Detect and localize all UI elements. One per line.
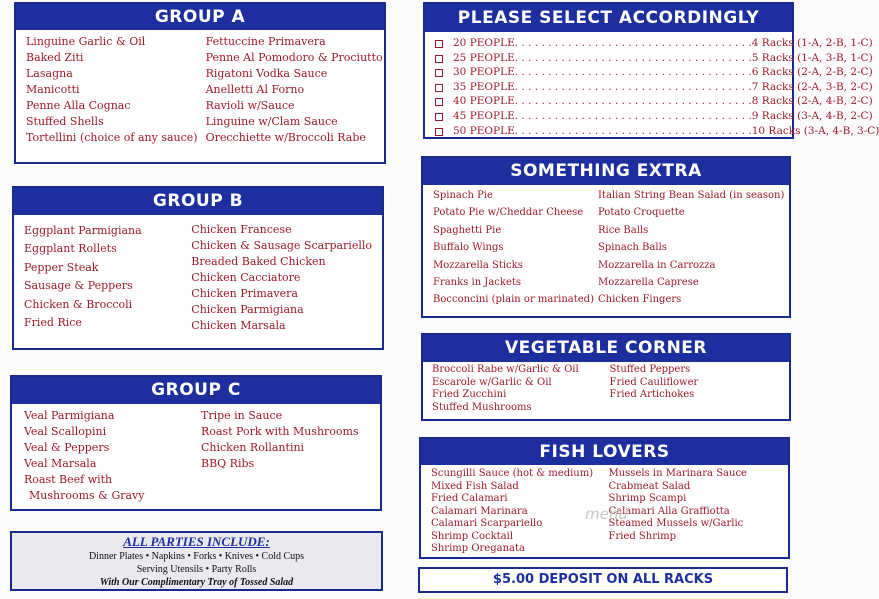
menu-item: Escarole w/Garlic & Oil (432, 376, 552, 388)
all-parties-line-3: With Our Complimentary Tray of Tossed Salad (99, 577, 294, 588)
group-b-right-list (183, 222, 372, 334)
menu-item: Chicken Marsala (191, 319, 286, 332)
menu-item: Rice Balls (597, 224, 649, 236)
menu-item: Ravioli w/Sauce (205, 99, 295, 112)
group-b-panel (12, 186, 384, 350)
menu-item: Fried Shrimp (608, 530, 677, 542)
menu-item: Potato Pie w/Cheddar Cheese (433, 207, 584, 219)
rack-option-row[interactable] (433, 80, 873, 95)
menu-item: Baked Ziti (26, 51, 84, 64)
menu-item: Mozzarella Caprese (597, 277, 699, 289)
menu-item: Pepper Steak (24, 260, 99, 274)
select-title: PLEASE SELECT ACCORDINGLY (425, 4, 792, 32)
all-parties-panel (10, 531, 383, 591)
menu-item: Chicken Rollantini (201, 441, 305, 454)
checkbox[interactable] (435, 128, 443, 136)
group-c-panel (10, 375, 382, 511)
menu-item: Spinach Pie (433, 190, 493, 201)
rack-count: 6 Racks (2-A, 2-B, 2-C) (751, 66, 873, 79)
menu-item: Roast Pork with Mushrooms (201, 425, 359, 438)
menu-item: Shrimp Cocktail (431, 530, 514, 542)
menu-item: Mozzarella Sticks (433, 259, 523, 271)
menu-item: Fettuccine Primavera (205, 35, 326, 48)
rack-count: 7 Racks (2-A, 3-B, 2-C) (751, 80, 873, 93)
group-b-left-list (24, 222, 183, 334)
menu-item: Chicken Fingers (597, 294, 682, 306)
menu-item: Calamari Scarpariello (431, 518, 543, 529)
menu-item: Sausage & Peppers (24, 279, 133, 293)
menu-item: Eggplant Parmigiana (24, 224, 142, 237)
group-a-title: GROUP A (16, 4, 384, 30)
menu-item: Eggplant Rollets (24, 242, 117, 256)
menu-item: Penne Alla Cognac (26, 99, 131, 112)
group-b-title: GROUP B (14, 188, 382, 215)
extra-panel (421, 156, 791, 318)
deposit-banner: $5.00 DEPOSIT ON ALL RACKS (418, 567, 788, 593)
menu-item: Anelletti Al Forno (205, 83, 305, 96)
fish-right-list (605, 468, 783, 556)
people-count: 35 PEOPLE (453, 80, 515, 93)
menu-item: Mussels in Marinara Sauce (608, 468, 747, 479)
fish-title: FISH LOVERS (421, 439, 788, 465)
menu-item: Chicken Cacciatore (191, 271, 301, 284)
rack-option-row[interactable] (433, 109, 873, 124)
rack-count: 8 Racks (2-A, 4-B, 2-C) (751, 95, 873, 108)
checkbox[interactable] (435, 69, 443, 77)
menu-item: Chicken Primavera (191, 287, 298, 300)
menu-item: Calamari Marinara (431, 505, 528, 517)
menu-item: Breaded Baked Chicken (191, 255, 326, 268)
checkbox[interactable] (435, 55, 443, 63)
menu-item: Rigatoni Vodka Sauce (205, 67, 328, 80)
select-panel (423, 2, 879, 139)
menu-item: BBQ Ribs (201, 457, 255, 470)
menu-item: Mushrooms & Gravy (29, 489, 145, 502)
people-count: 20 PEOPLE (453, 37, 515, 49)
leader-dots: . . . . . . . . . . . . . . . . . . . . . . . . . . . . . . . . . . . . (514, 124, 752, 137)
people-count: 40 PEOPLE (453, 95, 515, 108)
rack-count: 5 Racks (1-A, 3-B, 1-C) (751, 51, 873, 64)
menu-item: Roast Beef with (24, 473, 113, 486)
group-a-left-list (26, 34, 198, 146)
vegetable-right-list (606, 364, 784, 414)
people-count: 25 PEOPLE (453, 51, 515, 64)
menu-item: Fried Rice (24, 316, 82, 330)
checkbox[interactable] (435, 84, 443, 92)
menu-item: Stuffed Shells (26, 115, 104, 128)
vegetable-left-list (432, 364, 606, 414)
menu-item: Mozzarella in Carrozza (597, 259, 716, 271)
menu-item: Tortellini (choice of any sauce) (26, 131, 198, 144)
menu-item: Spinach Balls (597, 242, 667, 254)
menu-item: Chicken & Sausage Scarpariello (191, 239, 372, 252)
menu-item: Italian String Bean Salad (in season) (597, 190, 785, 201)
menu-item: Fried Zucchini (432, 389, 507, 400)
group-a-right-list (198, 34, 383, 146)
menu-item: Veal Parmigiana (24, 409, 115, 422)
menu-item: Chicken Francese (191, 223, 292, 236)
rack-count: 4 Racks (1-A, 2-B, 1-C) (751, 37, 873, 49)
group-c-title: GROUP C (12, 377, 380, 404)
all-parties-line-1: Dinner Plates • Napkins • Forks • Knives • Cold Cups (88, 551, 305, 562)
group-a-panel (14, 2, 386, 164)
fish-panel (419, 437, 790, 559)
menu-item: Linguine w/Clam Sauce (205, 115, 338, 128)
rack-count: 9 Racks (3-A, 4-B, 2-C) (751, 109, 873, 122)
menu-item: Veal Marsala (24, 457, 97, 470)
menu-item: Fried Cauliflower (609, 376, 699, 388)
menu-item: Manicotti (26, 83, 80, 96)
menu-item: Veal Scallopini (24, 425, 107, 438)
menu-item: Stuffed Peppers (609, 364, 691, 375)
menu-item: Fried Calamari (431, 493, 508, 504)
rack-option-row[interactable] (433, 124, 879, 139)
menu-item: Bocconcini (plain or marinated) (433, 294, 594, 306)
rack-count: 10 Racks (3-A, 4-B, 3-C) (751, 124, 879, 137)
menu-item: Broccoli Rabe w/Garlic & Oil (432, 364, 579, 375)
leader-dots: . . . . . . . . . . . . . . . . . . . . . . . . . . . . . . . . . . . . (514, 109, 752, 122)
rack-option-row[interactable] (433, 36, 873, 51)
group-c-right-list (193, 408, 370, 504)
group-c-left-list (24, 408, 193, 504)
menu-item: Lasagna (26, 67, 73, 80)
menu-item: Chicken & Broccoli (24, 297, 133, 311)
fish-left-list (431, 468, 605, 556)
menu-item: Shrimp Oreganata (431, 543, 525, 554)
select-rows (425, 32, 879, 138)
vegetable-panel (421, 333, 791, 421)
checkbox[interactable] (435, 113, 443, 121)
people-count: 50 PEOPLE (453, 124, 515, 137)
menu-item: Calamari Alla Graffiotta (608, 505, 730, 517)
menu-item: Mixed Fish Salad (431, 480, 519, 492)
leader-dots: . . . . . . . . . . . . . . . . . . . . . . . . . . . . . . . . . . . . (514, 80, 752, 93)
all-parties-title: ALL PARTIES INCLUDE: (123, 534, 270, 549)
all-parties-line-2: Serving Utensils • Party Rolls (136, 564, 257, 575)
menu-item: Franks in Jackets (433, 277, 522, 289)
extra-right-list (594, 187, 784, 309)
menu-item: Penne Al Pomodoro & Prociutto (205, 51, 383, 64)
rack-option-row[interactable] (433, 65, 873, 80)
menu-item: Tripe in Sauce (201, 409, 283, 422)
menu-item: Scungilli Sauce (hot & medium) (431, 468, 594, 479)
leader-dots: . . . . . . . . . . . . . . . . . . . . . . . . . . . . . . . . . . . . (514, 66, 752, 79)
vegetable-title: VEGETABLE CORNER (423, 335, 789, 362)
menu-item: Chicken Parmigiana (191, 303, 304, 316)
checkbox[interactable] (435, 40, 443, 48)
rack-option-row[interactable] (433, 51, 873, 66)
watermark: menu (585, 505, 628, 523)
menu-item: Fried Artichokes (609, 389, 695, 400)
leader-dots: . . . . . . . . . . . . . . . . . . . . . . . . . . . . . . . . . . . . (514, 95, 752, 108)
menu-item: Spaghetti Pie (433, 224, 502, 236)
menu-item: Veal & Peppers (24, 441, 110, 454)
people-count: 30 PEOPLE (453, 66, 515, 79)
menu-item: Shrimp Scampi (608, 493, 687, 504)
menu-item: Stuffed Mushrooms (432, 401, 532, 413)
leader-dots: . . . . . . . . . . . . . . . . . . . . . . . . . . . . . . . . . . . . (514, 51, 752, 64)
menu-item: Steamed Mussels w/Garlic (608, 518, 744, 529)
menu-item: Potato Croquette (597, 207, 685, 219)
checkbox[interactable] (435, 98, 443, 106)
menu-item: Orecchiette w/Broccoli Rabe (205, 131, 366, 144)
extra-title: SOMETHING EXTRA (423, 158, 789, 185)
people-count: 45 PEOPLE (453, 109, 515, 122)
extra-left-list (433, 187, 594, 309)
menu-item: Crabmeat Salad (608, 480, 691, 492)
rack-option-row[interactable] (433, 94, 873, 109)
menu-item: Buffalo Wings (433, 242, 504, 254)
leader-dots: . . . . . . . . . . . . . . . . . . . . . . . . . . . . . . . . . . . . (514, 37, 752, 49)
menu-item: Linguine Garlic & Oil (26, 35, 146, 48)
